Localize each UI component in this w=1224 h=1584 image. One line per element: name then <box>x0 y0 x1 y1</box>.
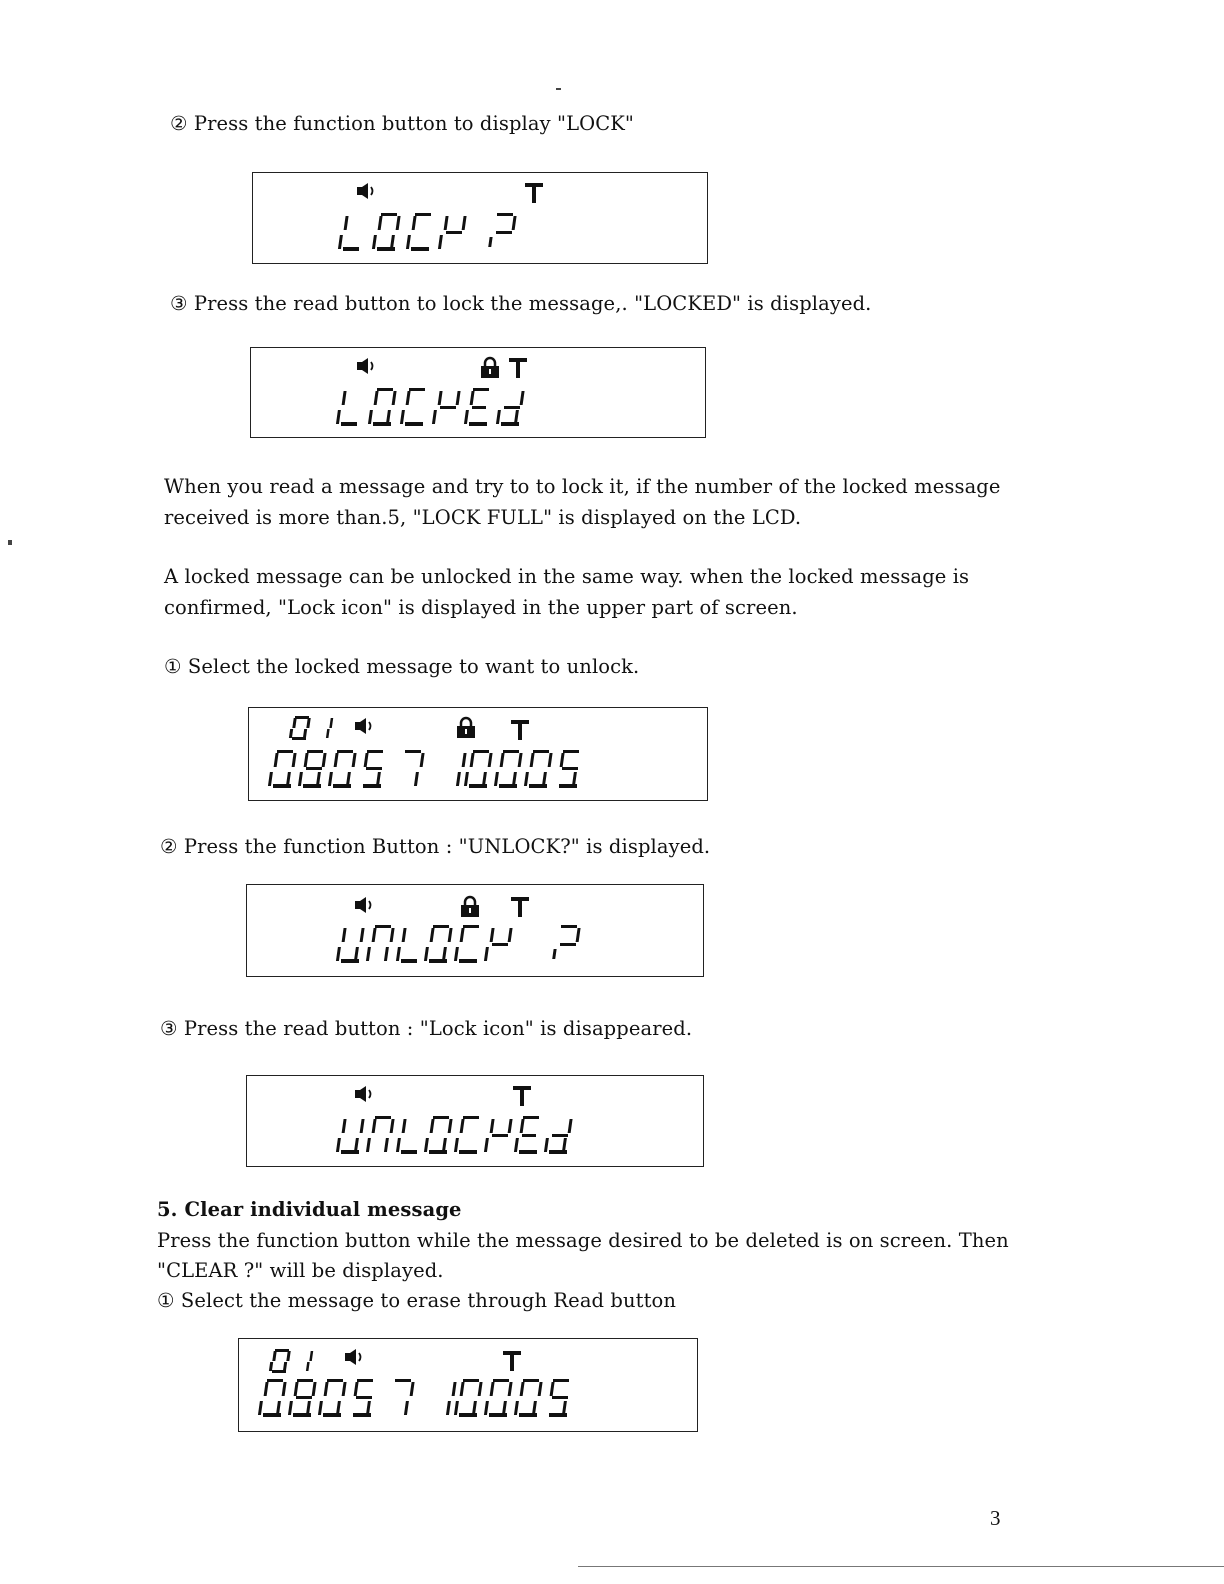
lcd-display-unlocked <box>246 1075 704 1167</box>
step-unlock-press-function: ② Press the function Button : "UNLOCK?" is displayed. <box>160 835 711 858</box>
speaker-icon <box>355 1086 371 1102</box>
lcd-locked-graphic <box>251 348 707 439</box>
antenna-icon <box>511 720 529 740</box>
paragraph-clear-line-1: Press the function button while the message desired to be deleted is on screen. Then <box>157 1229 1009 1252</box>
paragraph-unlock-line-1: A locked message can be unlocked in the same way. when the locked message is <box>164 565 970 588</box>
lock-icon <box>457 718 475 738</box>
lcd-segment-text <box>336 1116 573 1154</box>
paragraph-lock-full-line-1: When you read a message and try to to lock it, if the number of the locked message <box>164 475 1001 498</box>
lcd-unlock-query-graphic <box>247 885 705 978</box>
speaker-icon <box>355 897 371 913</box>
speaker-icon <box>357 183 373 199</box>
lcd-selected-clear-graphic <box>239 1339 699 1433</box>
paragraph-clear-line-2: "CLEAR ?" will be displayed. <box>157 1259 444 1282</box>
speaker-icon <box>355 718 371 734</box>
lcd-lock-query-graphic <box>253 173 709 265</box>
lcd-segment-text <box>336 388 525 426</box>
section-title-clear-individual-message: 5. Clear individual message <box>157 1198 462 1221</box>
lock-icon <box>481 358 499 378</box>
step-lock-press-read: ③ Press the read button to lock the message,. "LOCKED" is displayed. <box>170 292 872 315</box>
antenna-icon <box>509 358 527 378</box>
lcd-unlocked-graphic <box>247 1076 705 1168</box>
paragraph-unlock-line-2: confirmed, "Lock icon" is displayed in the upper part of screen. <box>164 596 798 619</box>
step-unlock-press-read: ③ Press the read button : "Lock icon" is disappeared. <box>160 1017 693 1040</box>
lcd-display-selected-locked-message <box>248 707 708 801</box>
lcd-segment-text <box>258 1379 569 1417</box>
page-number: 3 <box>990 1506 1001 1530</box>
scan-speck <box>8 540 12 545</box>
antenna-icon <box>511 897 529 917</box>
speaker-icon <box>345 1349 361 1365</box>
lcd-segment-text <box>338 213 517 251</box>
speaker-icon <box>357 358 373 374</box>
step-lock-press-function: ② Press the function button to display "LOCK" <box>170 112 634 135</box>
lcd-display-selected-message-clear <box>238 1338 698 1432</box>
lcd-segment-text <box>336 925 581 963</box>
lcd-segment-text <box>268 750 579 788</box>
lcd-display-locked <box>250 347 706 438</box>
footer-rule <box>578 1566 1224 1567</box>
lcd-message-index <box>269 1349 313 1373</box>
step-clear-select: ① Select the message to erase through Read button <box>157 1289 677 1312</box>
lock-icon <box>461 897 479 917</box>
lcd-selected-locked-graphic <box>249 708 709 802</box>
paragraph-lock-full-line-2: received is more than.5, "LOCK FULL" is displayed on the LCD. <box>164 506 802 529</box>
lcd-message-index <box>289 716 333 740</box>
antenna-icon <box>503 1351 521 1371</box>
antenna-icon <box>513 1086 531 1106</box>
scan-speck <box>556 88 561 90</box>
step-unlock-select: ① Select the locked message to want to unlock. <box>164 655 640 678</box>
lcd-display-lock-query <box>252 172 708 264</box>
lcd-display-unlock-query <box>246 884 704 977</box>
antenna-icon <box>525 183 543 203</box>
